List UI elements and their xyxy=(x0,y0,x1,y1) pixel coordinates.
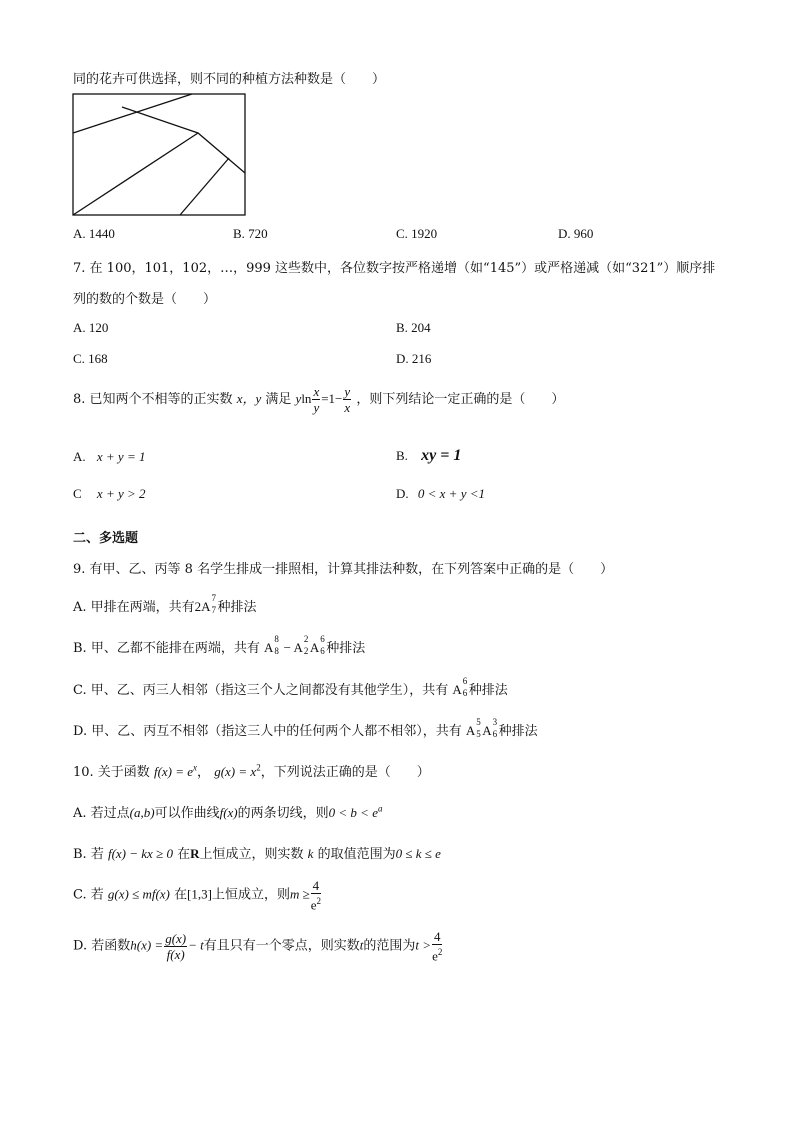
q6-option-a: A. 1440 xyxy=(73,226,115,241)
q7-option-b: B. 204 xyxy=(396,320,431,335)
q8-eq-ln: ln xyxy=(301,391,312,406)
q10-d-frac-range: $\frac{4}{e^2}$ xyxy=(432,929,443,964)
q10-d-frac-h: $\frac{g(x)}{f(x)}$ xyxy=(165,930,187,962)
q10-option-a: A. 若过点(a,b)可以作曲线f(x)的两条切线，则$0 < b < e^a$ xyxy=(73,803,383,821)
q8-option-c-math: x + y > 2 xyxy=(96,486,146,501)
q10-option-d: D. 若函数h(x) = $\frac{g(x)}{f(x)}$ − t有且只有一个零点，则实数t的范围为t > $\frac{4}{e^2}$ xyxy=(73,929,443,964)
q8-eq-frac-yx: $\frac{y}{x}$ xyxy=(344,384,351,415)
q8-option-a-math: x + y = 1 xyxy=(96,449,146,464)
q9-stem: 9. 有甲、乙、丙等 8 名学生排成一排照相，计算其排法种数，在下列答案中正确的是（ ） xyxy=(73,562,614,577)
q7-stem-line2: 列的数的个数是（ ） xyxy=(73,292,217,307)
q8-eq-rhs: =1− xyxy=(321,391,343,406)
q9-option-c-math: A 6 6 xyxy=(452,676,468,698)
q8-option-b-label: B. xyxy=(396,448,408,463)
q9-option-b: B. 甲、乙都不能排在两端，共有 A 8 8 − A 2 2 A 6 6 种排法 xyxy=(73,634,366,656)
q10-f-def: f(x) = e xyxy=(153,764,194,779)
q8-option-d-label: D. xyxy=(396,486,409,501)
q6-flowerbed-diagram xyxy=(72,93,246,217)
q7-option-c: C. 168 xyxy=(73,351,108,366)
q7-option-d: D. 216 xyxy=(396,351,432,366)
q9-option-c: C. 甲、乙、丙三人相邻（指这三个人之间都没有其他学生），共有 A 6 6 种排法 xyxy=(73,676,508,698)
q10-stem: 10. 关于函数 $f(x) = e^x$， $g(x) = x^2$，下列说法正确的是（ ） xyxy=(73,762,430,780)
q8-eq-y: y xyxy=(295,391,302,406)
q10-option-b: B. 若 f(x) − kx ≥ 0 在R上恒成立，则实数 k 的取值范围为0 ≤ k ≤ e xyxy=(73,846,441,862)
q10-c-frac: $\frac{4}{e^2}$ xyxy=(310,878,322,913)
q10-option-c: C. 若 g(x) ≤ mf(x) 在[1,3]上恒成立，则m ≥ $\frac{4}{e^2}$ xyxy=(73,878,322,913)
q8-option-c-label: C xyxy=(73,486,82,501)
q8-option-b-math: xy = 1 xyxy=(421,447,462,464)
q9-option-a: A. 甲排在两端，共有2A 7 7 种排法 xyxy=(73,593,257,615)
q6-option-c: C. 1920 xyxy=(396,226,438,241)
q9-option-d-math: A 5 5 A 3 6 xyxy=(465,717,498,739)
q8-option-a xyxy=(73,449,145,465)
section-heading-multiple-choice: 二、多选题 xyxy=(73,531,139,546)
q8-option-d xyxy=(396,486,485,502)
q8-stem-mid: 满足 xyxy=(265,392,292,407)
q8-eq-frac-xy: $\frac{x}{y}$ xyxy=(313,384,320,415)
q7-option-a: A. 120 xyxy=(73,320,109,335)
q8-option-d-math: 0 < x + y <1 xyxy=(417,486,485,501)
q7-stem-line1: 7. 在 100，101，102，…，999 这些数中，各位数字按严格递增（如“145”）或严格递减（如“321”）顺序排 xyxy=(73,261,716,276)
q8-stem-post: ，则下列结论一定正确的是（ ） xyxy=(356,392,565,407)
q8-stem-pre: 8. 已知两个不相等的正实数 xyxy=(73,392,233,407)
q9-option-b-math: A 8 8 − A 2 2 A 6 6 xyxy=(263,634,325,656)
q6-stem-tail: 同的花卉可供选择，则不同的种植方法种数是（ ） xyxy=(73,72,386,87)
q6-option-b: B. 720 xyxy=(233,226,268,241)
q8-vars: x，y xyxy=(236,391,262,406)
q8-stem xyxy=(73,384,564,415)
q8-option-b xyxy=(396,447,461,465)
q8-option-c xyxy=(73,486,146,502)
q9-option-d: D. 甲、乙、丙互不相邻（指这三人中的任何两个人都不相邻），共有 A 5 5 A 3 6 种排法 xyxy=(73,717,538,739)
q10-g-def: g(x) = x xyxy=(214,764,257,779)
q8-option-a-label: A. xyxy=(73,449,86,464)
q6-option-d: D. 960 xyxy=(558,226,594,241)
